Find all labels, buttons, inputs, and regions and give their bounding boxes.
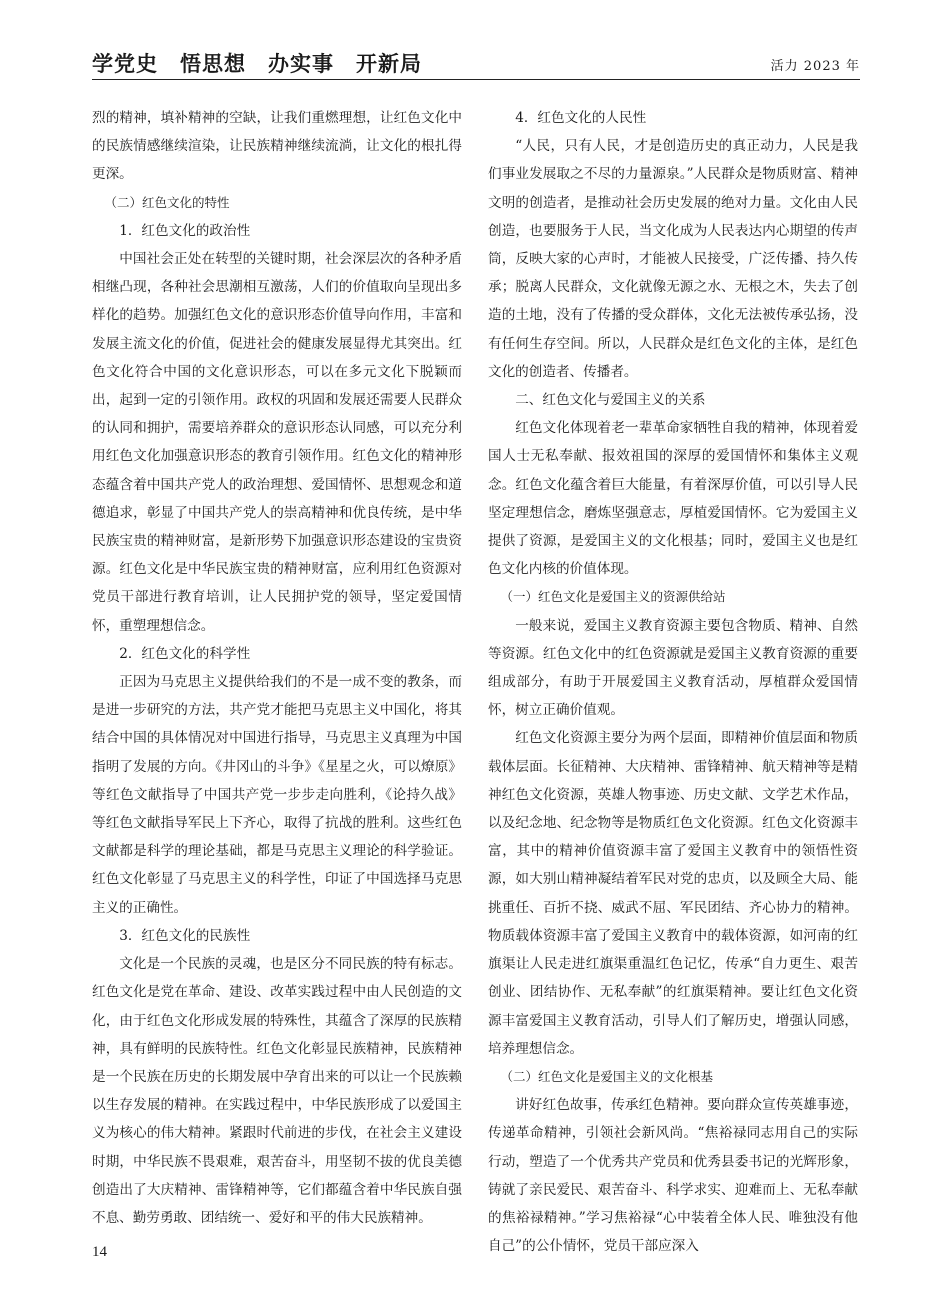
header-slogan xyxy=(92,48,444,78)
paragraph-root: 讲好红色故事，传承红色精神。要向群众宣传英雄事迹，传递革命精神，引领社会新风尚。“焦裕禄同志用自己的实际行动，塑造了一个优秀共产党员和优秀县委书记的光辉形象，铸就了亲民爱民、艰苦奋斗、科学求实、迎难而上、无私奉献的焦裕禄精神。”学习焦裕禄“心中装着全体人民、唯独没有他自己”的公仆情怀，党员干部应深入 xyxy=(488,1097,858,1255)
heading-political: 1．红色文化的政治性 xyxy=(119,222,251,239)
paragraph-people: “人民，只有人民，才是创造历史的真正动力，人民是我们事业发展取之不尽的力量源泉。”人民群众是物质财富、精神文明的创造者，是推动社会历史发展的绝对力量。文化由人民创造，也要服务于人民，当文化成为人民表达内心期望的传声筒，反映大家的心声时，才能被人民接受，广泛传播、持久传承；脱离人民群众，文化就像无源之水、无根之木，失去了创造的土地，没有了传播的受众群体，文化无法被传承弘扬，没有任何生存空间。所以，人民群众是红色文化的主体，是红色文化的创造者、传播者。 xyxy=(488,138,858,380)
journal-name: 活力 2023 年 xyxy=(770,59,860,74)
paragraph-supply-1: 一般来说，爱国主义教育资源主要包含物质、精神、自然等资源。红色文化中的红色资源就是爱国主义教育资源的重要组成部分，有助于开展爱国主义教育活动，厚植群众爱国情怀，树立正确价值观。 xyxy=(488,617,858,719)
slogan-3: 办实事 xyxy=(268,52,334,76)
paragraph-political: 中国社会正处在转型的关键时期，社会深层次的各种矛盾相继凸现，各种社会思潮相互激荡，人们的价值取向呈现出多样化的趋势。加强红色文化的意识形态价值导向作用，丰富和发展主流文化的价值，促进社会的健康发展显得尤其突出。红色文化符合中国的文化意识形态，可以在多元文化下脱颖而出，起到一定的引领作用。政权的巩固和发展还需要人民群众的认同和拥护，需要培养群众的意识形态认同感，可以充分利用红色文化加强意识形态的教育引领作用。红色文化的精神形态蕴含着中国共产党人的政治理想、爱国情怀、思想观念和道德追求，彰显了中国共产党人的崇高精神和优良传统，是中华民族宝贵的精神财富，是新形势下加强意识形态建设的宝贵资源。红色文化是中华民族宝贵的精神财富，应利用红色资源对党员干部进行教育培训，让人民拥护党的领导，坚定爱国情怀，重塑理想信念。 xyxy=(92,251,462,634)
heading-relation: 二、红色文化与爱国主义的关系 xyxy=(515,392,706,409)
paragraph-supply-2: 红色文化资源主要分为两个层面，即精神价值层面和物质载体层面。长征精神、大庆精神、雷锋精神、航天精神等是精神红色文化资源，英雄人物事迹、历史文献、文学艺术作品，以及纪念地、纪念物等是物质红色文化资源。红色文化资源丰富，其中的精神价值资源丰富了爱国主义教育中的领悟性资源，如大别山精神凝结着军民对党的忠贞，以及顾全大局、能挑重任、百折不挠、威武不屈、军民团结、齐心协力的精神。物质载体资源丰富了爱国主义教育中的载体资源，如河南的红旗渠让人民走进红旗渠重温红色记忆，传承“自力更生、艰苦创业、团结协作、无私奉献”的红旗渠精神。要让红色文化资源丰富爱国主义教育活动，引导人们了解历史，增强认同感，培养理想信念。 xyxy=(488,730,858,1057)
heading-scientific: 2．红色文化的科学性 xyxy=(119,645,251,662)
page-header xyxy=(92,48,860,76)
paragraph-scientific: 正因为马克思主义提供给我们的不是一成不变的教条，而是进一步研究的方法，共产党才能把马克思主义中国化，将其结合中国的具体情况对中国进行指导，马克思主义真理为中国指明了发展的方向。《井冈山的斗争》《星星之火，可以燎原》等红色文献指导了中国共产党一步步走向胜利，《论持久战》等红色文献指导军民上下齐心，取得了抗战的胜利。这些红色文献都是科学的理论基础，都是马克思主义理论的科学验证。红色文化彰显了马克思主义的科学性，印证了中国选择马克思主义的正确性。 xyxy=(92,674,462,916)
left-column xyxy=(92,104,462,1232)
slogan-4: 开新局 xyxy=(356,52,422,76)
heading-features: （二）红色文化的特性 xyxy=(104,194,230,210)
page-number: 14 xyxy=(92,1244,107,1260)
heading-people: 4．红色文化的人民性 xyxy=(515,110,647,126)
paragraph-national: 文化是一个民族的灵魂，也是区分不同民族的特有标志。红色文化是党在革命、建设、改革实践过程中由人民创造的文化，由于红色文化形成发展的特殊性，其蕴含了深厚的民族精神，具有鲜明的民族特性。红色文化彰显民族精神，民族精神是一个民族在历史的长期发展中孕育出来的可以让一个民族赖以生存发展的精神。在实践过程中，中华民族形成了以爱国主义为核心的伟大精神。紧跟时代前进的步伐，在社会主义建设时期，中华民族不畏艰难，艰苦奋斗，用坚韧不拔的优良美德创造出了大庆精神、雷锋精神等，它们都蕴含着中华民族自强不息、勤劳勇敢、团结统一、爱好和平的伟大民族精神。 xyxy=(92,956,462,1226)
right-column xyxy=(488,104,858,1260)
heading-national: 3．红色文化的民族性 xyxy=(119,927,251,944)
paragraph-continuation: 烈的精神，填补精神的空缺，让我们重燃理想，让红色文化中的民族情感继续渲染，让民族精神继续流淌，让文化的根扎得更深。 xyxy=(92,110,462,183)
slogan-1: 学党史 xyxy=(92,52,158,76)
slogan-2: 悟思想 xyxy=(180,52,246,76)
paragraph-relation: 红色文化体现着老一辈革命家牺牲自我的精神，体现着爱国人士无私奉献、报效祖国的深厚的爱国情怀和集体主义观念。红色文化蕴含着巨大能量，有着深厚价值，可以引导人民坚定理想信念，磨炼坚强意志，厚植爱国情怀。它为爱国主义提供了资源，是爱国主义的文化根基；同时，爱国主义也是红色文化内核的价值体现。 xyxy=(488,420,858,578)
heading-root: （二）红色文化是爱国主义的文化根基 xyxy=(500,1068,714,1084)
heading-supply: （一）红色文化是爱国主义的资源供给站 xyxy=(500,589,726,605)
header-divider xyxy=(92,79,860,80)
